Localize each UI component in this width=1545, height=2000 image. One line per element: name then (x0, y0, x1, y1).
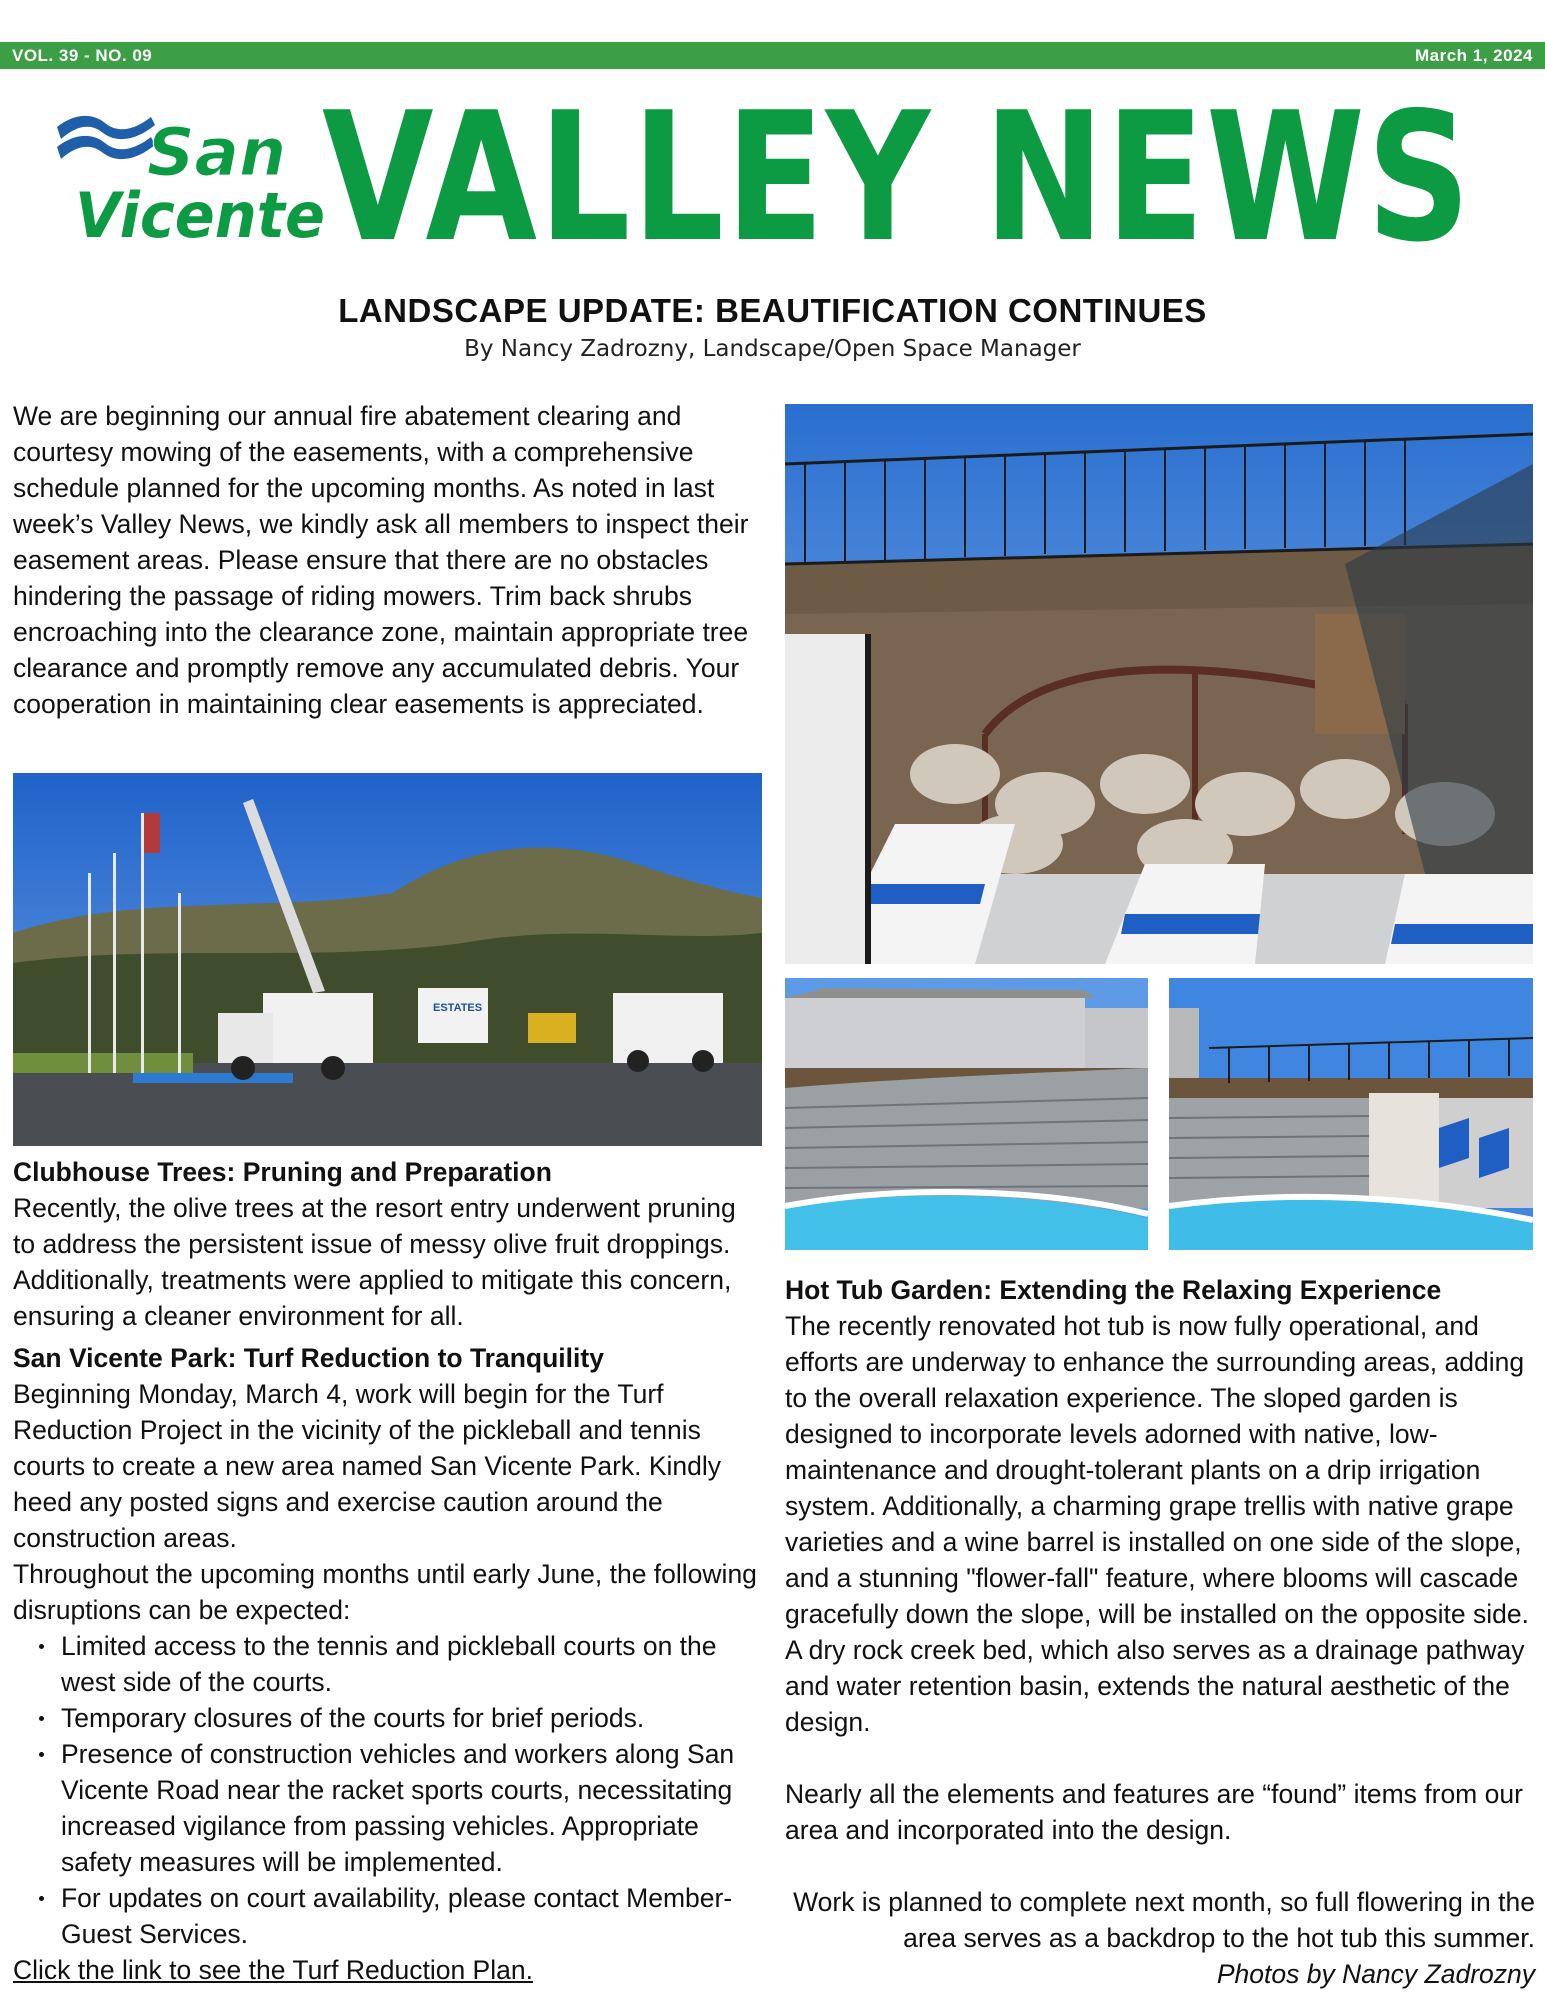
list-item: Temporary closures of the courts for brief periods. (61, 1700, 765, 1736)
hot-tub-garden-photo (785, 404, 1533, 964)
issue-bar (0, 42, 1545, 69)
logo-word-vicente: Vicente (75, 179, 325, 252)
clubhouse-section-body: Recently, the olive trees at the resort entry underwent pruning to address the persistent issue of messy olive fruit droppings. Additionally, treatments were applied to mitigate this concern, ensuring a cleaner environment for all. (13, 1193, 736, 1331)
found-items-paragraph: Nearly all the elements and features are “found” items from our area and incorporated into the design. (785, 1779, 1523, 1845)
clubhouse-section-title: Clubhouse Trees: Pruning and Preparation (13, 1157, 552, 1187)
disruptions-list (13, 1628, 765, 1952)
hottub-section-title: Hot Tub Garden: Extending the Relaxing Experience (785, 1275, 1442, 1305)
masthead-title: VALLEY NEWS (322, 74, 1473, 281)
clubhouse-trees-photo (13, 773, 762, 1146)
left-lower-column (13, 1154, 765, 1988)
article-headline: LANDSCAPE UPDATE: BEAUTIFICATION CONTINUES (338, 292, 1207, 329)
article-byline: By Nancy Zadrozny, Landscape/Open Space Manager (464, 336, 1081, 362)
volume-number: VOL. 39 - NO. 09 (12, 45, 153, 65)
wave-icon (57, 116, 155, 159)
right-column (785, 1272, 1535, 1992)
hot-tub-wall-photo-left (785, 978, 1148, 1250)
list-item: Presence of construction vehicles and workers along San Vicente Road near the racket sports courts, necessitating increased vigilance from passing vehicles. Appropriate safety measures will be implemented. (61, 1736, 765, 1880)
san-vicente-logo (55, 105, 335, 255)
turf-plan-link[interactable]: Click the link to see the Turf Reduction Plan. (13, 1955, 533, 1985)
logo-word-san: San (147, 114, 287, 191)
park-section-lead: Throughout the upcoming months until early June, the following disruptions can be expected: (13, 1559, 757, 1625)
closing-paragraph: Work is planned to complete next month, so full flowering in the area serves as a backdrop to the hot tub this summer. (793, 1887, 1535, 1953)
issue-date: March 1, 2024 (1414, 45, 1533, 65)
park-section-title: San Vicente Park: Turf Reduction to Tranquility (13, 1343, 604, 1373)
hottub-section-body: The recently renovated hot tub is now fully operational, and efforts are underway to enhance the surrounding areas, adding to the overall relaxation experience. The sloped garden is designed to incorporate levels adorned with native, low-maintenance and drought-tolerant plants on a drip irrigation system. Additionally, a charming grape trellis with native grape varieties and a wine barrel is installed on one side of the slope, and a stunning "flower-fall" feature, where blooms will cascade gracefully down the slope, will be installed on the opposite side. A dry rock creek bed, which also serves as a drainage pathway and water retention basin, extends the natural aesthetic of the design. (785, 1311, 1529, 1737)
list-item: For updates on court availability, please contact Member-Guest Services. (61, 1880, 765, 1952)
list-item: Limited access to the tennis and pickleball courts on the west side of the courts. (61, 1628, 765, 1700)
intro-paragraph: We are beginning our annual fire abatement clearing and courtesy mowing of the easements, with a comprehensive schedule planned for the upcoming months. As noted in last week’s Valley News, we kindly ask all members to inspect their easement areas. Please ensure that there are no obstacles hindering the passage of riding mowers. Trim back shrubs encroaching into the clearance zone, maintain appropriate tree clearance and promptly remove any accumulated debris. Your cooperation in maintaining clear easements is appreciated. (13, 401, 749, 719)
photo-credit: Photos by Nancy Zadrozny (1216, 1959, 1535, 1989)
park-section-body: Beginning Monday, March 4, work will begin for the Turf Reduction Project in the vicinity of the pickleball and tennis courts to create a new area named San Vicente Park. Kindly heed any posted signs and exercise caution around the construction areas. (13, 1379, 722, 1553)
intro-column (13, 398, 765, 722)
hot-tub-wall-photo-right (1169, 978, 1533, 1250)
truck-logo-text: ESTATES (433, 1002, 483, 1014)
